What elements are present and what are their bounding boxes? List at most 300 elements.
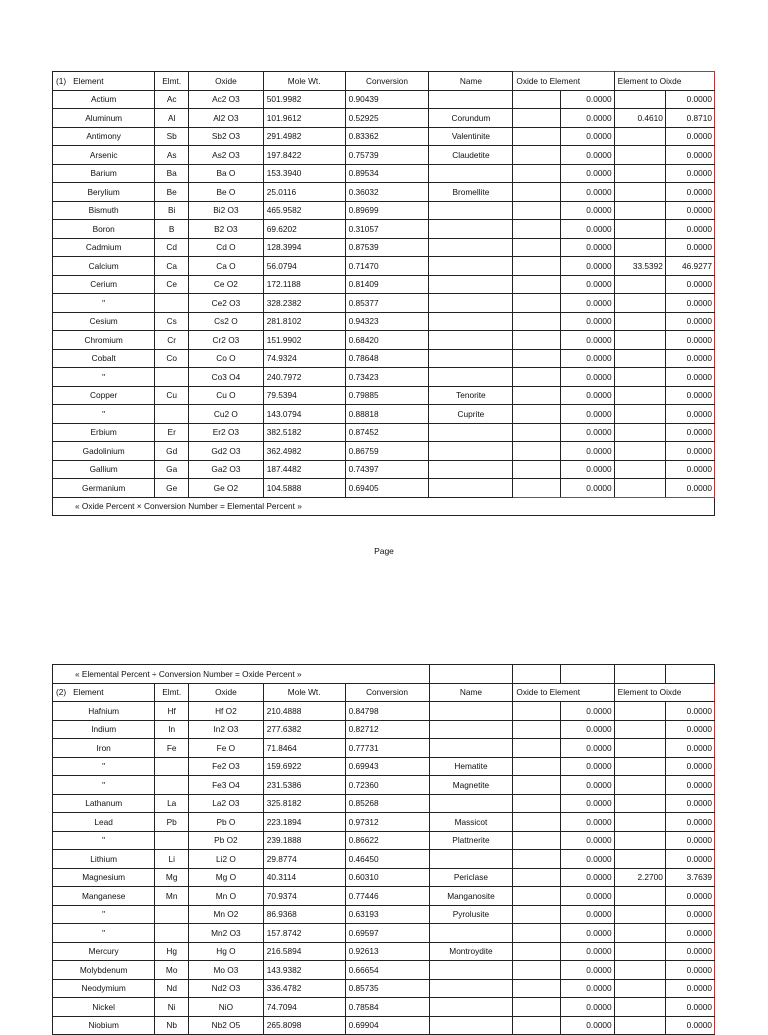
element-percent-input[interactable]	[614, 961, 665, 980]
element-percent-input[interactable]	[614, 146, 665, 165]
element-cell: Calcium	[53, 257, 155, 276]
table-footer-row	[53, 497, 715, 516]
element-to-oxide-value: 0.0000	[665, 349, 714, 368]
element-cell: Erbium	[53, 423, 155, 442]
conversion-cell: 0.82712	[345, 720, 429, 739]
oxide-percent-input[interactable]	[513, 201, 561, 220]
table-row	[53, 905, 715, 924]
oxide-to-element-value: 0.0000	[561, 201, 614, 220]
oxide-percent-input[interactable]	[513, 386, 561, 405]
table-row	[53, 460, 715, 479]
mole-wt-cell: 157.8742	[263, 924, 345, 943]
table-row	[53, 405, 715, 424]
element-percent-input[interactable]	[614, 183, 665, 202]
table-row	[53, 850, 715, 869]
oxide-to-element-value: 0.0000	[561, 331, 614, 350]
oxide-to-element-value: 0.0000	[561, 776, 614, 795]
oxide-percent-input[interactable]	[513, 405, 561, 424]
element-percent-input[interactable]	[614, 201, 665, 220]
oxide-cell: Mg O	[189, 868, 264, 887]
symbol-cell: Co	[155, 349, 189, 368]
oxide-cell: Hg O	[189, 942, 264, 961]
element-to-oxide-value: 0.0000	[665, 442, 714, 461]
element-percent-input[interactable]	[614, 331, 665, 350]
element-percent-input[interactable]	[614, 924, 665, 943]
oxide-percent-input[interactable]	[513, 850, 561, 869]
symbol-cell: B	[155, 220, 189, 239]
element-to-oxide-value: 0.0000	[665, 238, 714, 257]
mole-wt-cell: 56.0794	[263, 257, 345, 276]
element-cell: Bismuth	[53, 201, 155, 220]
symbol-cell: Cu	[155, 386, 189, 405]
element-percent-input[interactable]: 33.5392	[614, 257, 665, 276]
element-cell: Iron	[53, 739, 155, 758]
oxide-to-element-value: 0.0000	[561, 127, 614, 146]
oxide-percent-input[interactable]	[513, 109, 561, 128]
conversion-cell: 0.97312	[345, 813, 429, 832]
conversion-cell: 0.63193	[345, 905, 429, 924]
conversion-cell: 0.69597	[345, 924, 429, 943]
oxide-percent-input[interactable]	[513, 905, 561, 924]
mole-wt-cell: 151.9902	[263, 331, 345, 350]
table-header-row	[53, 683, 715, 702]
oxide-cell: Ac2 O3	[189, 90, 264, 109]
col-header-mole-wt: Mole Wt.	[263, 72, 345, 91]
element-to-oxide-value: 0.0000	[665, 720, 714, 739]
symbol-cell: In	[155, 720, 189, 739]
mineral-name-cell	[429, 979, 513, 998]
mole-wt-cell: 143.9382	[263, 961, 345, 980]
element-cell: Cobalt	[53, 349, 155, 368]
mineral-name-cell: Massicot	[429, 813, 513, 832]
oxide-to-element-value: 0.0000	[561, 757, 614, 776]
oxide-to-element-value: 0.0000	[561, 405, 614, 424]
mineral-name-cell	[429, 423, 513, 442]
col-header-oxide: Oxide	[189, 683, 264, 702]
oxide-percent-input[interactable]	[513, 127, 561, 146]
mole-wt-cell: 74.7094	[263, 998, 345, 1017]
conversion-cell: 0.92613	[345, 942, 429, 961]
table-row	[53, 702, 715, 721]
element-to-oxide-value: 0.0000	[665, 331, 714, 350]
mineral-name-cell	[429, 331, 513, 350]
oxide-cell: NiO	[189, 998, 264, 1017]
conversion-cell: 0.77446	[345, 887, 429, 906]
element-cell: "	[53, 294, 155, 313]
symbol-cell	[155, 924, 189, 943]
mole-wt-cell: 25.0116	[263, 183, 345, 202]
mineral-name-cell	[429, 442, 513, 461]
table-row	[53, 349, 715, 368]
conversion-cell: 0.69943	[345, 757, 429, 776]
oxide-to-element-value: 0.0000	[561, 220, 614, 239]
element-cell: Aluminum	[53, 109, 155, 128]
conversion-cell: 0.85377	[345, 294, 429, 313]
mineral-name-cell	[429, 164, 513, 183]
oxide-cell: Pb O	[189, 813, 264, 832]
col-header-conversion: Conversion	[345, 72, 429, 91]
mineral-name-cell	[429, 794, 513, 813]
element-to-oxide-value: 0.0000	[665, 368, 714, 387]
oxide-cell: Mn O2	[189, 905, 264, 924]
conversion-cell: 0.89699	[345, 201, 429, 220]
oxide-to-element-value: 0.0000	[561, 813, 614, 832]
element-percent-input[interactable]	[614, 998, 665, 1017]
oxide-cell: Cd O	[189, 238, 264, 257]
table-row	[53, 238, 715, 257]
mole-wt-cell: 40.3114	[263, 868, 345, 887]
element-percent-input[interactable]	[614, 739, 665, 758]
oxide-percent-input[interactable]	[513, 739, 561, 758]
element-to-oxide-value: 0.8710	[665, 109, 714, 128]
oxide-percent-input[interactable]	[513, 813, 561, 832]
element-percent-input[interactable]	[614, 275, 665, 294]
table-row	[53, 776, 715, 795]
conversion-cell: 0.85735	[345, 979, 429, 998]
symbol-cell: Li	[155, 850, 189, 869]
col-header-oxide-to-element: Oxide to Element	[513, 683, 614, 702]
mineral-name-cell	[429, 1016, 513, 1035]
element-percent-input[interactable]	[614, 238, 665, 257]
mole-wt-cell: 277.6382	[263, 720, 345, 739]
mineral-name-cell	[429, 90, 513, 109]
oxide-percent-input[interactable]	[513, 220, 561, 239]
mineral-name-cell	[429, 460, 513, 479]
oxide-to-element-value: 0.0000	[561, 998, 614, 1017]
table-row	[53, 831, 715, 850]
table-row	[53, 739, 715, 758]
mole-wt-cell: 159.6922	[263, 757, 345, 776]
oxide-percent-input[interactable]	[513, 757, 561, 776]
element-cell: Manganese	[53, 887, 155, 906]
table-row	[53, 868, 715, 887]
oxide-percent-input[interactable]	[513, 776, 561, 795]
oxide-cell: Ba O	[189, 164, 264, 183]
oxide-to-element-value: 0.0000	[561, 905, 614, 924]
symbol-cell: Bi	[155, 201, 189, 220]
mole-wt-cell: 265.8098	[263, 1016, 345, 1035]
oxide-percent-input[interactable]	[513, 331, 561, 350]
element-cell: "	[53, 831, 155, 850]
mole-wt-cell: 197.8422	[263, 146, 345, 165]
element-percent-input[interactable]	[614, 442, 665, 461]
element-percent-input[interactable]	[614, 831, 665, 850]
element-percent-input[interactable]	[614, 813, 665, 832]
element-to-oxide-value: 0.0000	[665, 887, 714, 906]
mole-wt-cell: 86.9368	[263, 905, 345, 924]
table-row	[53, 998, 715, 1017]
element-to-oxide-value: 0.0000	[665, 312, 714, 331]
mineral-name-cell: Manganosite	[429, 887, 513, 906]
mole-wt-cell: 239.1888	[263, 831, 345, 850]
symbol-cell: Fe	[155, 739, 189, 758]
oxide-to-element-value: 0.0000	[561, 238, 614, 257]
table-row	[53, 127, 715, 146]
mineral-name-cell: Corundum	[429, 109, 513, 128]
element-percent-input[interactable]	[614, 942, 665, 961]
oxide-percent-input[interactable]	[513, 460, 561, 479]
symbol-cell: Sb	[155, 127, 189, 146]
element-to-oxide-value: 3.7639	[665, 868, 714, 887]
element-percent-input[interactable]	[614, 479, 665, 498]
mole-wt-cell: 223.1894	[263, 813, 345, 832]
oxide-percent-input[interactable]	[513, 423, 561, 442]
oxide-cell: Cr2 O3	[189, 331, 264, 350]
element-cell: Lithium	[53, 850, 155, 869]
oxide-percent-input[interactable]	[513, 924, 561, 943]
oxide-to-element-value: 0.0000	[561, 979, 614, 998]
oxide-to-element-value: 0.0000	[561, 720, 614, 739]
oxide-percent-input[interactable]	[513, 794, 561, 813]
element-to-oxide-value: 0.0000	[665, 942, 714, 961]
oxide-to-element-value: 0.0000	[561, 423, 614, 442]
mineral-name-cell: Tenorite	[429, 386, 513, 405]
element-percent-input[interactable]	[614, 794, 665, 813]
element-percent-input[interactable]: 2.2700	[614, 868, 665, 887]
mole-wt-cell: 216.5894	[263, 942, 345, 961]
element-percent-input[interactable]	[614, 1016, 665, 1035]
conversion-cell: 0.87539	[345, 238, 429, 257]
table-label: (1) Element	[53, 72, 155, 91]
oxide-to-element-value: 0.0000	[561, 90, 614, 109]
conversion-cell: 0.86622	[345, 831, 429, 850]
mineral-name-cell: Hematite	[429, 757, 513, 776]
element-percent-input[interactable]	[614, 386, 665, 405]
mole-wt-cell: 101.9612	[263, 109, 345, 128]
element-percent-input[interactable]	[614, 979, 665, 998]
oxide-cell: Cu O	[189, 386, 264, 405]
oxide-percent-input[interactable]	[513, 979, 561, 998]
conversion-cell: 0.75739	[345, 146, 429, 165]
symbol-cell	[155, 368, 189, 387]
oxide-percent-input[interactable]	[513, 868, 561, 887]
oxide-percent-input[interactable]	[513, 702, 561, 721]
table-row	[53, 887, 715, 906]
mineral-name-cell	[429, 998, 513, 1017]
conversion-cell: 0.66654	[345, 961, 429, 980]
oxide-percent-input[interactable]	[513, 257, 561, 276]
element-percent-input[interactable]: 0.4610	[614, 109, 665, 128]
page-label: Page	[374, 546, 394, 556]
element-cell: Berylium	[53, 183, 155, 202]
oxide-percent-input[interactable]	[513, 312, 561, 331]
table-row	[53, 220, 715, 239]
element-percent-input[interactable]	[614, 349, 665, 368]
element-percent-input[interactable]	[614, 757, 665, 776]
table-row	[53, 294, 715, 313]
oxide-percent-input[interactable]	[513, 831, 561, 850]
oxide-cell: Co O	[189, 349, 264, 368]
element-cell: Lead	[53, 813, 155, 832]
conversion-cell: 0.86759	[345, 442, 429, 461]
symbol-cell: Al	[155, 109, 189, 128]
table-row	[53, 201, 715, 220]
symbol-cell	[155, 831, 189, 850]
symbol-cell: Pb	[155, 813, 189, 832]
oxide-percent-input[interactable]	[513, 238, 561, 257]
element-cell: Lathanum	[53, 794, 155, 813]
symbol-cell: Ce	[155, 275, 189, 294]
mole-wt-cell: 240.7972	[263, 368, 345, 387]
oxide-cell: Ca O	[189, 257, 264, 276]
oxide-cell: Er2 O3	[189, 423, 264, 442]
conversion-cell: 0.83362	[345, 127, 429, 146]
oxide-percent-input[interactable]	[513, 164, 561, 183]
element-to-oxide-value: 0.0000	[665, 757, 714, 776]
oxide-percent-input[interactable]	[513, 1016, 561, 1035]
element-to-oxide-value: 0.0000	[665, 201, 714, 220]
table-row	[53, 813, 715, 832]
element-cell: Neodymium	[53, 979, 155, 998]
mineral-name-cell	[429, 720, 513, 739]
table-row	[53, 90, 715, 109]
col-header-conversion: Conversion	[345, 683, 429, 702]
mineral-name-cell: Valentinite	[429, 127, 513, 146]
oxide-to-element-value: 0.0000	[561, 442, 614, 461]
oxide-percent-input[interactable]	[513, 961, 561, 980]
element-cell: Mercury	[53, 942, 155, 961]
conversion-cell: 0.60310	[345, 868, 429, 887]
mole-wt-cell: 104.5888	[263, 479, 345, 498]
symbol-cell: Ge	[155, 479, 189, 498]
element-percent-input[interactable]	[614, 312, 665, 331]
oxide-percent-input[interactable]	[513, 183, 561, 202]
element-percent-input[interactable]	[614, 776, 665, 795]
table-row	[53, 312, 715, 331]
mole-wt-cell: 291.4982	[263, 127, 345, 146]
table-row	[53, 479, 715, 498]
oxide-cell: Al2 O3	[189, 109, 264, 128]
element-to-oxide-value: 0.0000	[665, 998, 714, 1017]
symbol-cell: Cr	[155, 331, 189, 350]
element-percent-input[interactable]	[614, 702, 665, 721]
oxide-to-element-value: 0.0000	[561, 275, 614, 294]
table-row	[53, 109, 715, 128]
conversion-cell: 0.31057	[345, 220, 429, 239]
mole-wt-cell: 172.1188	[263, 275, 345, 294]
conversion-cell: 0.88818	[345, 405, 429, 424]
symbol-cell: Cs	[155, 312, 189, 331]
symbol-cell: Mo	[155, 961, 189, 980]
oxide-percent-input[interactable]	[513, 275, 561, 294]
mineral-name-cell	[429, 702, 513, 721]
oxide-to-element-value: 0.0000	[561, 294, 614, 313]
oxide-to-element-value: 0.0000	[561, 312, 614, 331]
mole-wt-cell: 465.9582	[263, 201, 345, 220]
table-row	[53, 757, 715, 776]
conversion-cell: 0.81409	[345, 275, 429, 294]
symbol-cell: Ba	[155, 164, 189, 183]
oxide-to-element-value: 0.0000	[561, 257, 614, 276]
element-to-oxide-value: 0.0000	[665, 813, 714, 832]
element-to-oxide-value: 0.0000	[665, 479, 714, 498]
oxide-cell: Pb O2	[189, 831, 264, 850]
symbol-cell: Hf	[155, 702, 189, 721]
oxide-to-element-value: 0.0000	[561, 794, 614, 813]
element-percent-input[interactable]	[614, 850, 665, 869]
mineral-name-cell: Claudetite	[429, 146, 513, 165]
oxide-percent-input[interactable]	[513, 998, 561, 1017]
oxide-percent-input[interactable]	[513, 146, 561, 165]
mineral-name-cell: Plattnerite	[429, 831, 513, 850]
element-to-oxide-value: 0.0000	[665, 220, 714, 239]
element-to-oxide-value: 0.0000	[665, 275, 714, 294]
element-cell: "	[53, 905, 155, 924]
mineral-name-cell: Cuprite	[429, 405, 513, 424]
oxide-percent-input[interactable]	[513, 720, 561, 739]
element-percent-input[interactable]	[614, 460, 665, 479]
element-cell: Indium	[53, 720, 155, 739]
conversion-table-1	[52, 71, 715, 516]
mole-wt-cell: 70.9374	[263, 887, 345, 906]
element-to-oxide-value: 0.0000	[665, 831, 714, 850]
mineral-name-cell	[429, 479, 513, 498]
element-percent-input[interactable]	[614, 423, 665, 442]
table-label: (2) Element	[53, 683, 155, 702]
oxide-to-element-value: 0.0000	[561, 183, 614, 202]
conversion-cell: 0.73423	[345, 368, 429, 387]
mineral-name-cell	[429, 368, 513, 387]
mole-wt-cell: 501.9982	[263, 90, 345, 109]
element-percent-input[interactable]	[614, 368, 665, 387]
oxide-cell: Fe2 O3	[189, 757, 264, 776]
conversion-cell: 0.87452	[345, 423, 429, 442]
element-percent-input[interactable]	[614, 294, 665, 313]
table-row	[53, 164, 715, 183]
oxide-cell: Mn2 O3	[189, 924, 264, 943]
table-row	[53, 146, 715, 165]
element-percent-input[interactable]	[614, 220, 665, 239]
oxide-cell: Nd2 O3	[189, 979, 264, 998]
mole-wt-cell: 143.0794	[263, 405, 345, 424]
oxide-percent-input[interactable]	[513, 887, 561, 906]
col-header-element-to-oxide: Element to Oixde	[614, 683, 714, 702]
symbol-cell	[155, 757, 189, 776]
element-cell: Chromium	[53, 331, 155, 350]
oxide-percent-input[interactable]	[513, 942, 561, 961]
mineral-name-cell: Montroydite	[429, 942, 513, 961]
element-percent-input[interactable]	[614, 887, 665, 906]
mineral-name-cell	[429, 257, 513, 276]
oxide-percent-input[interactable]	[513, 479, 561, 498]
mineral-name-cell	[429, 294, 513, 313]
symbol-cell: Gd	[155, 442, 189, 461]
oxide-to-element-value: 0.0000	[561, 924, 614, 943]
oxide-percent-input[interactable]	[513, 90, 561, 109]
element-percent-input[interactable]	[614, 720, 665, 739]
oxide-to-element-value: 0.0000	[561, 887, 614, 906]
element-cell: Germanium	[53, 479, 155, 498]
element-cell: Copper	[53, 386, 155, 405]
element-percent-input[interactable]	[614, 90, 665, 109]
element-percent-input[interactable]	[614, 164, 665, 183]
oxide-percent-input[interactable]	[513, 442, 561, 461]
element-to-oxide-value: 0.0000	[665, 90, 714, 109]
element-percent-input[interactable]	[614, 905, 665, 924]
mole-wt-cell: 336.4782	[263, 979, 345, 998]
element-percent-input[interactable]	[614, 127, 665, 146]
conversion-cell: 0.46450	[345, 850, 429, 869]
conversion-cell: 0.36032	[345, 183, 429, 202]
element-percent-input[interactable]	[614, 405, 665, 424]
oxide-percent-input[interactable]	[513, 294, 561, 313]
oxide-percent-input[interactable]	[513, 368, 561, 387]
element-to-oxide-value: 0.0000	[665, 794, 714, 813]
oxide-percent-input[interactable]	[513, 349, 561, 368]
oxide-to-element-value: 0.0000	[561, 164, 614, 183]
symbol-cell	[155, 294, 189, 313]
oxide-to-element-value: 0.0000	[561, 850, 614, 869]
